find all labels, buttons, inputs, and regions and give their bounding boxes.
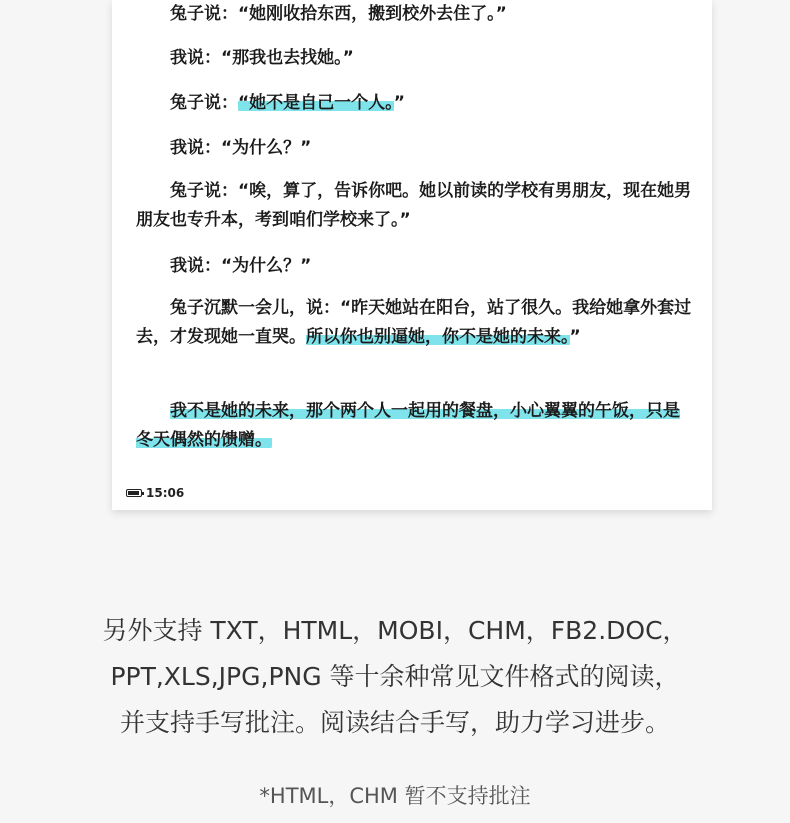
reader-page [112, 0, 712, 510]
highlight[interactable]: 所以你也别逼她，你不是她的未来。 [306, 327, 570, 347]
battery-level [128, 491, 139, 495]
paragraph-1: 兔子说：“她刚收拾东西，搬到校外去住了。” [170, 4, 507, 24]
paragraph-7: 兔子沉默一会儿，说：“昨天她站在阳台，站了很久。我给她拿外套过去，才发现她一直哭。所以你也别逼她，你不是她的未来。” [136, 298, 692, 347]
paragraph-6: 我说：“为什么？” [170, 256, 312, 276]
paragraph-5: 兔子说：“唉，算了，告诉你吧。她以前读的学校有男朋友，现在她男朋友也专升本，考到咱们学校来了。” [136, 181, 692, 230]
caption-line-3: 并支持手写批注。阅读结合手写，助力学习进步。 [119, 708, 670, 737]
footnote: *HTML，CHM 暂不支持批注 [259, 784, 531, 808]
feature-caption [0, 608, 790, 746]
caption-line-2: PPT,XLS,JPG,PNG 等十余种常见文件格式的阅读， [110, 662, 680, 691]
paragraph-8 [136, 397, 696, 455]
status-bar [126, 486, 184, 500]
highlight[interactable]: “她不是自己一个人。 [238, 93, 394, 113]
status-time: 15:06 [146, 486, 185, 500]
battery-icon [126, 489, 142, 497]
paragraph-4: 我说：“为什么？” [170, 138, 312, 158]
caption-line-1: 另外支持 TXT，HTML，MOBI，CHM，FB2.DOC， [102, 616, 688, 645]
paragraph-2: 我说：“那我也去找她。” [170, 48, 354, 68]
paragraph-3: 兔子说：“她不是自己一个人。” [170, 93, 405, 113]
highlight[interactable]: 我不是她的未来，那个两个人一起用的餐盘，小心翼翼的午饭，只是冬天偶然的馈赠。 [136, 401, 680, 450]
